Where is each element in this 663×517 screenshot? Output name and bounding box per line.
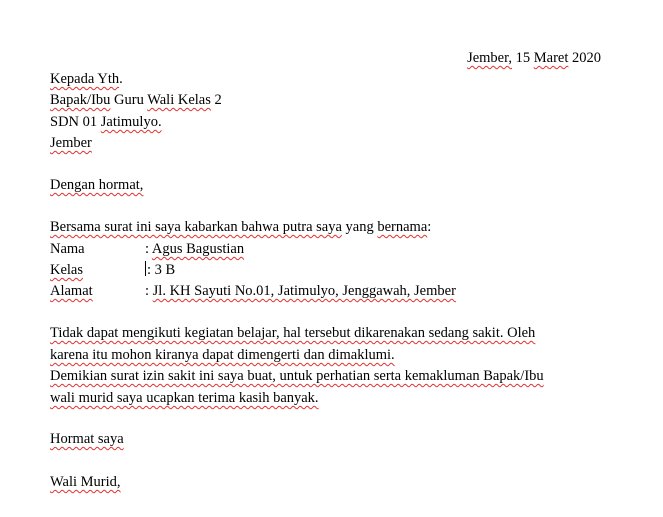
intro-line	[50, 218, 431, 236]
recipient-period: .	[119, 71, 123, 87]
signature-text: Wali Murid,	[50, 474, 121, 490]
recipient-village: Jatimulyo.	[100, 114, 162, 130]
field-label-kelas: Kelas	[50, 262, 84, 278]
intro-text-c: bernama	[377, 219, 428, 235]
body-line-3	[50, 367, 544, 385]
intro-text-b: yang	[341, 219, 378, 235]
field-value-nama: Agus Bagustian	[151, 241, 245, 257]
intro-text-d: :	[427, 219, 432, 235]
field-sep-kelas: :	[147, 262, 155, 278]
text-cursor	[145, 261, 146, 276]
recipient-line-4	[50, 134, 92, 152]
closing	[50, 430, 124, 448]
field-sep-nama: :	[145, 241, 152, 257]
date-year: 2020	[568, 50, 601, 66]
recipient-school: SDN 01	[50, 114, 101, 130]
body-line-1	[50, 324, 535, 342]
recipient-line-3	[50, 113, 162, 131]
greeting-text: Dengan hormat,	[50, 177, 144, 193]
field-value-alamat: Jl. KH Sayuti No.01, Jatimulyo, Jenggawah, Jember	[152, 283, 456, 299]
date-month: Maret	[533, 50, 569, 66]
body-text-3: Demikian surat izin sakit ini saya buat, untuk perhatian serta kemakluman Bapak/Ibu	[50, 368, 544, 384]
date-day: 15	[512, 50, 534, 66]
date-place: Jember,	[467, 50, 512, 66]
recipient-class-number: 2	[210, 92, 222, 108]
field-row-nama	[50, 240, 244, 258]
recipient-bapak-ibu: Bapak/Ibu	[50, 92, 111, 108]
intro-text-a: Bersama surat ini saya kabarkan bahwa putra saya	[50, 219, 342, 235]
field-value-kelas: 3 B	[154, 262, 176, 278]
field-label-alamat: Alamat	[50, 283, 93, 299]
letter-date	[467, 49, 601, 67]
recipient-wali-kelas: Wali Kelas	[147, 92, 211, 108]
body-text-1: Tidak dapat mengikuti kegiatan belajar, hal tersebut dikarenakan sedang sakit. Oleh	[50, 325, 536, 341]
body-text-4: wali murid saya ucapkan terima kasih banyak.	[50, 390, 319, 406]
body-line-2	[50, 346, 395, 364]
recipient-line-1	[50, 70, 123, 88]
recipient-kepada: Kepada Yth	[50, 71, 120, 87]
field-row-kelas	[50, 261, 175, 279]
recipient-city: Jember	[50, 135, 92, 151]
field-row-alamat	[50, 282, 456, 300]
field-sep-alamat: :	[145, 283, 153, 299]
recipient-line-2	[50, 91, 222, 109]
greeting	[50, 176, 143, 194]
signature	[50, 473, 121, 491]
recipient-guru: Guru	[110, 92, 148, 108]
body-line-4	[50, 389, 319, 407]
closing-text: Hormat saya	[50, 431, 124, 447]
body-text-2: karena itu mohon kiranya dapat dimengerti dan dimaklumi.	[50, 347, 395, 363]
field-label-nama: Nama	[50, 241, 85, 257]
